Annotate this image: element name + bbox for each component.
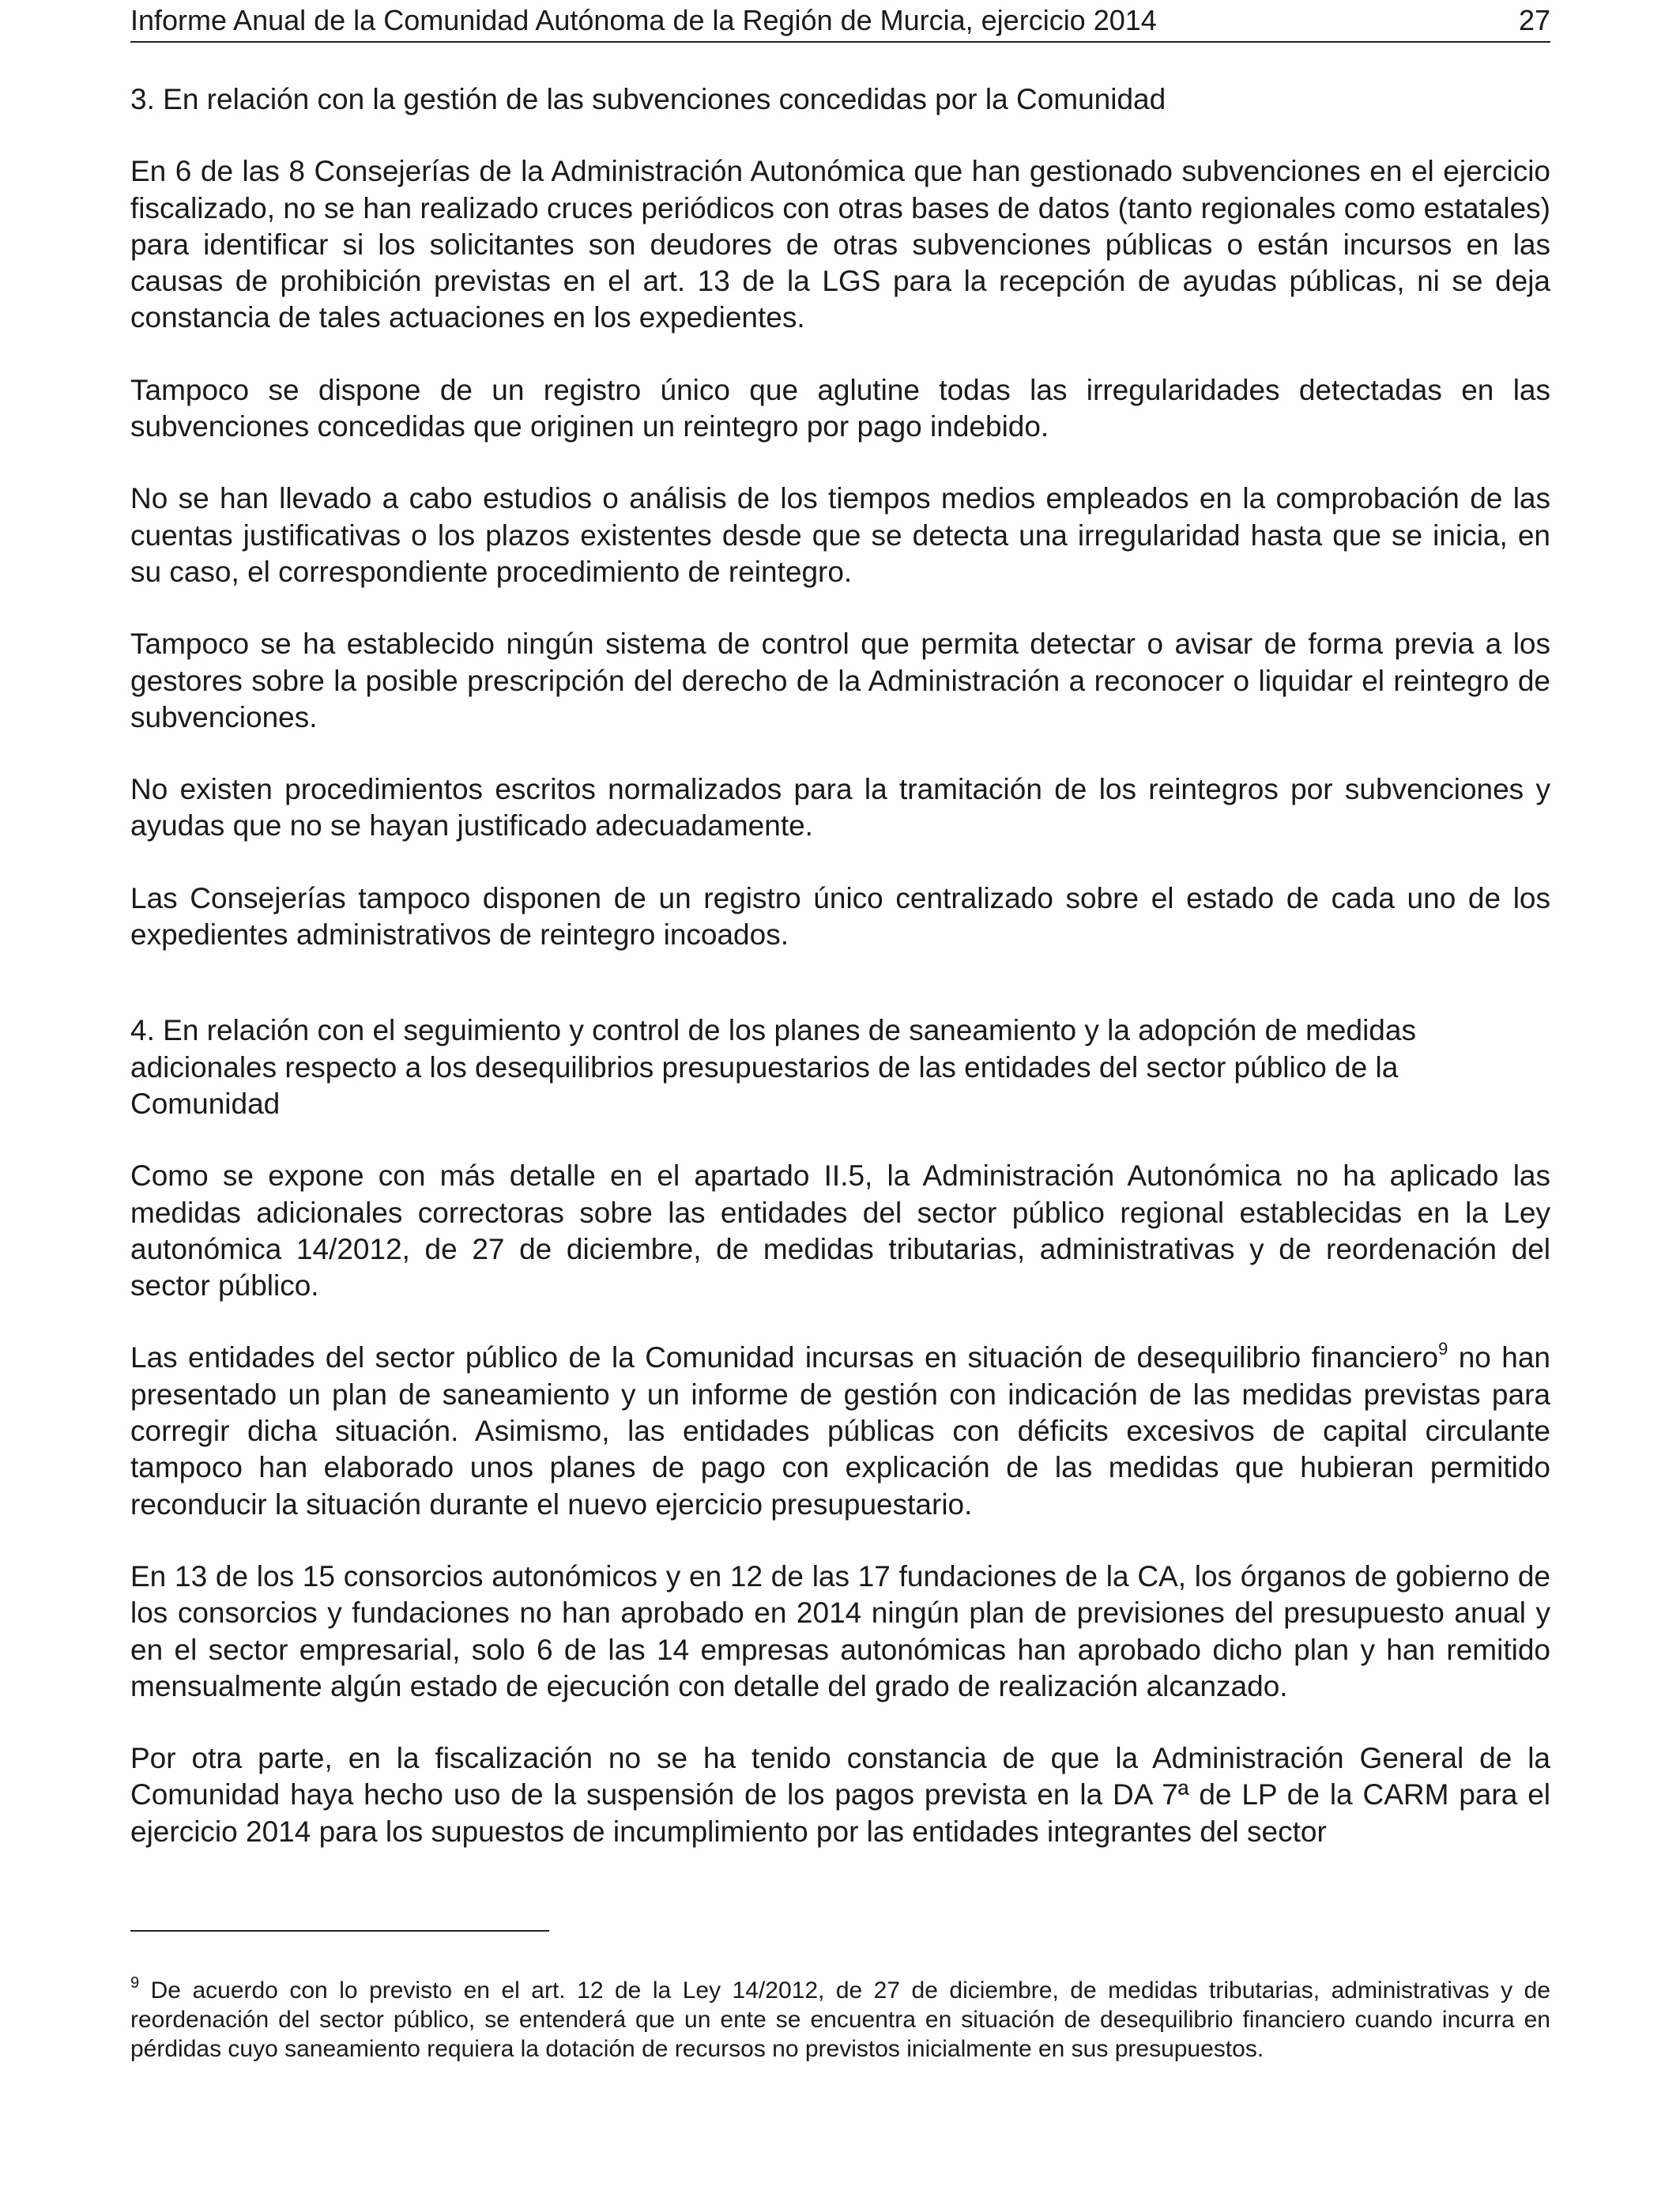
section-3-paragraph-4: Tampoco se ha establecido ningún sistema de control que permita detectar o avisar de forma previa a los gestores sobre la posible prescripción del derecho de la Administración a reconocer o liquidar el reintegro de subvenciones. <box>130 628 1550 733</box>
section-3-paragraph-5: No existen procedimientos escritos normalizados para la tramitación de los reintegros por subvenciones y ayudas que no se hayan justificado adecuadamente. <box>130 773 1550 843</box>
section-4-heading: 4. En relación con el seguimiento y control de los planes de saneamiento y la adopción de medidas adicionales respecto a los desequilibrios presupuestarios de las entidades del sector público de la Comunidad <box>130 1014 1416 1120</box>
footnote-reference[interactable]: 9 <box>1438 1339 1448 1359</box>
footnote-text: De acuerdo con lo previsto en el art. 12 de la Ley 14/2012, de 27 de diciembre, de medidas tributarias, administrativas y de reordenación del sector público, se entenderá que un ente se encuentra en situación de desequilibrio financiero cuando incurra en pérdidas cuyo saneamiento requiera la dotación de recursos no previstos inicialmente en sus presupuestos. <box>130 1977 1550 2062</box>
footnote <box>130 1976 1550 2064</box>
paragraph-text: no han presentado un plan de saneamiento y un informe de gestión con indicación de las medidas previstas para corregir dicha situación. Asimismo, las entidades públicas con déficits excesivos de capital circulante tampoco han elaborado unos planes de pago con explicación de las medidas que hubieran permitido reconducir la situación durante el nuevo ejercicio presupuestario. <box>130 1341 1550 1521</box>
section-3-paragraph-3: No se han llevado a cabo estudios o análisis de los tiempos medios empleados en la comprobación de las cuentas justificativas o los plazos existentes desde que se detecta una irregularidad hasta que se inicia, en su caso, el correspondiente procedimiento de reintegro. <box>130 482 1550 588</box>
report-title: Informe Anual de la Comunidad Autónoma de la Región de Murcia, ejercicio 2014 <box>130 4 1157 36</box>
section-4-paragraph-4: Por otra parte, en la fiscalización no se ha tenido constancia de que la Administración General de la Comunidad haya hecho uso de la suspensión de los pagos prevista en la DA 7ª de LP de la CARM para el ejercicio 2014 para los supuestos de incumplimiento por las entidades integrantes del sector <box>130 1742 1550 1848</box>
page-number: 27 <box>1518 4 1550 36</box>
section-3-paragraph-6: Las Consejerías tampoco disponen de un registro único centralizado sobre el estado de cada uno de los expedientes administrativos de reintegro incoados. <box>130 881 1550 952</box>
section-3-paragraph-1: En 6 de las 8 Consejerías de la Administración Autonómica que han gestionado subvenciones en el ejercicio fiscalizado, no se han realizado cruces periódicos con otras bases de datos (tanto regionales como estatales) para identificar si los solicitantes son deudores de otras subvenciones públicas o están incursos en las causas de prohibición previstas en el art. 13 de la LGS para la recepción de ayudas públicas, ni se deja constancia de tales actuaciones en los expedientes. <box>130 155 1550 334</box>
section-3-paragraph-2: Tampoco se dispone de un registro único que aglutine todas las irregularidades detectadas en las subvenciones concedidas que originen un reintegro por pago indebido. <box>130 373 1550 443</box>
document-page <box>130 0 1550 2194</box>
section-4-paragraph-3: En 13 de los 15 consorcios autonómicos y en 12 de las 17 fundaciones de la CA, los órganos de gobierno de los consorcios y fundaciones no han aprobado en 2014 ningún plan de previsiones del presupuesto anual y en el sector empresarial, solo 6 de las 14 empresas autonómicas han aprobado dicho plan y han remitido mensualmente algún estado de ejecución con detalle del grado de realización alcanzado. <box>130 1559 1550 1702</box>
footnote-number: 9 <box>130 1974 140 1992</box>
document-body <box>130 81 1550 1850</box>
section-4-paragraph-2 <box>130 1340 1550 1522</box>
section-4-paragraph-1: Como se expone con más detalle en el apartado II.5, la Administración Autonómica no ha aplicado las medidas adicionales correctoras sobre las entidades del sector público regional establecidas en la Ley autonómica 14/2012, de 27 de diciembre, de medidas tributarias, administrativas y de reordenación del sector público. <box>130 1159 1550 1302</box>
running-header <box>130 2 1550 43</box>
footnote-separator <box>130 1930 549 1932</box>
paragraph-text: Las entidades del sector público de la Comunidad incursas en situación de desequilibrio financiero <box>130 1341 1439 1374</box>
section-3-heading: 3. En relación con la gestión de las subvenciones concedidas por la Comunidad <box>130 83 1166 115</box>
